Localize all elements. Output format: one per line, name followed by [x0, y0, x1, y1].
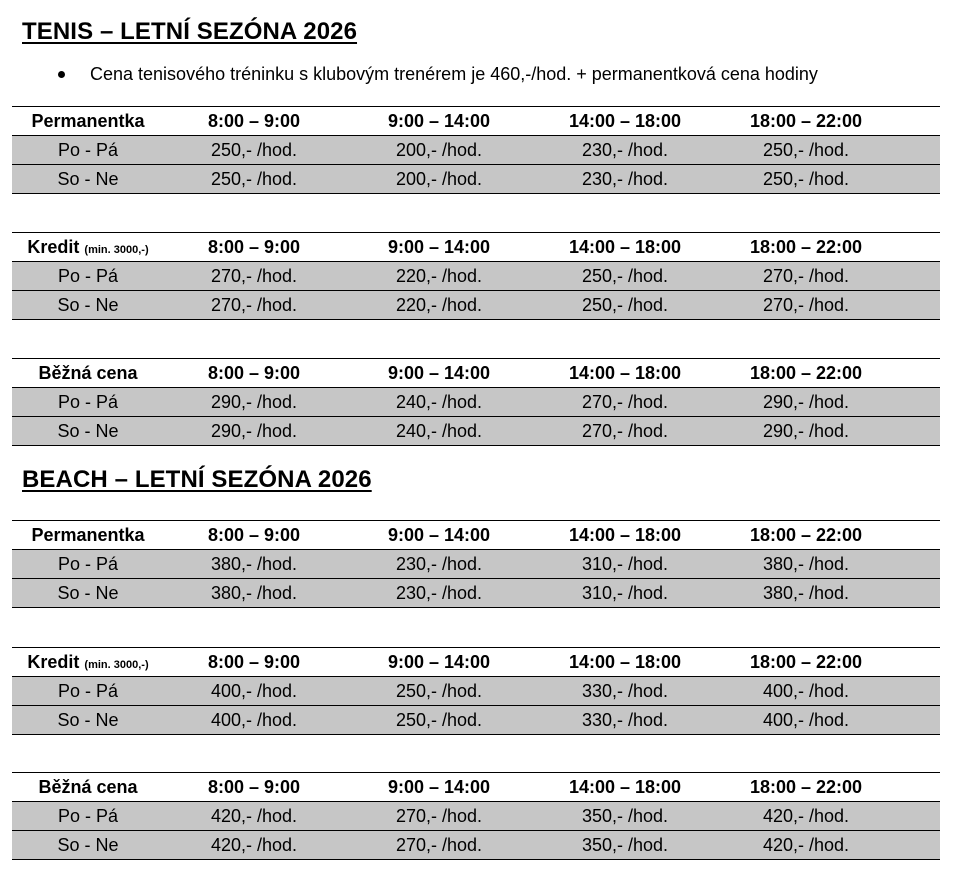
table-label [12, 777, 164, 798]
time-slot-header: 8:00 – 9:00 [207, 651, 301, 672]
price-cell: 250,- /hod. [210, 139, 298, 160]
price-cell: 380,- /hod. [762, 582, 850, 603]
price-cell: 270,- /hod. [762, 265, 850, 286]
time-slot-header: 9:00 – 14:00 [387, 524, 491, 545]
training-note [58, 64, 818, 85]
time-slot-header: 18:00 – 22:00 [749, 236, 863, 257]
table-label-text: Běžná cena [38, 776, 138, 797]
price-cell: 230,- /hod. [581, 139, 669, 160]
price-cell: 420,- /hod. [210, 834, 298, 855]
table-label [12, 111, 164, 132]
time-slot-header: 14:00 – 18:00 [568, 110, 682, 131]
price-cell: 250,- /hod. [762, 139, 850, 160]
table-header-row [12, 233, 940, 262]
table-row [12, 388, 940, 417]
table-row [12, 579, 940, 608]
table-row [12, 802, 940, 831]
price-cell: 380,- /hod. [762, 553, 850, 574]
price-cell: 220,- /hod. [395, 294, 483, 315]
time-slot-header: 18:00 – 22:00 [749, 362, 863, 383]
time-slot-header: 8:00 – 9:00 [207, 524, 301, 545]
day-range: So - Ne [57, 709, 119, 730]
table-label-text: Běžná cena [38, 362, 138, 383]
price-cell: 250,- /hod. [395, 680, 483, 701]
time-slot-header: 18:00 – 22:00 [749, 651, 863, 672]
table-label-text: Kredit [27, 651, 80, 672]
time-slot-header: 18:00 – 22:00 [749, 110, 863, 131]
price-cell: 220,- /hod. [395, 265, 483, 286]
table-header-row [12, 359, 940, 388]
price-cell: 330,- /hod. [581, 709, 669, 730]
price-cell: 250,- /hod. [581, 265, 669, 286]
table-row [12, 677, 940, 706]
price-cell: 270,- /hod. [210, 294, 298, 315]
table-label-note: (min. 3000,-) [84, 243, 149, 256]
table-header-row [12, 107, 940, 136]
price-cell: 400,- /hod. [762, 680, 850, 701]
table-row [12, 136, 940, 165]
price-cell: 400,- /hod. [210, 709, 298, 730]
tenis-heading: TENIS – LETNÍ SEZÓNA 2026 [22, 18, 358, 45]
price-cell: 250,- /hod. [762, 168, 850, 189]
price-cell: 310,- /hod. [581, 553, 669, 574]
time-slot-header: 14:00 – 18:00 [568, 236, 682, 257]
table-row [12, 417, 940, 446]
tenis-price-table [12, 358, 940, 446]
day-range: So - Ne [57, 834, 119, 855]
table-label-text: Kredit [27, 236, 80, 257]
price-cell: 250,- /hod. [395, 709, 483, 730]
time-slot-header: 18:00 – 22:00 [749, 524, 863, 545]
price-cell: 250,- /hod. [210, 168, 298, 189]
beach-heading: BEACH – LETNÍ SEZÓNA 2026 [22, 466, 372, 493]
table-label [12, 237, 164, 258]
time-slot-header: 14:00 – 18:00 [568, 362, 682, 383]
time-slot-header: 18:00 – 22:00 [749, 776, 863, 797]
price-cell: 420,- /hod. [210, 805, 298, 826]
price-cell: 290,- /hod. [762, 420, 850, 441]
table-row [12, 706, 940, 735]
day-range: So - Ne [57, 294, 119, 315]
price-cell: 400,- /hod. [210, 680, 298, 701]
price-cell: 270,- /hod. [395, 805, 483, 826]
time-slot-header: 9:00 – 14:00 [387, 236, 491, 257]
time-slot-header: 14:00 – 18:00 [568, 524, 682, 545]
price-cell: 420,- /hod. [762, 805, 850, 826]
day-range: Po - Pá [57, 391, 119, 412]
price-cell: 240,- /hod. [395, 420, 483, 441]
price-cell: 200,- /hod. [395, 139, 483, 160]
tenis-price-table [12, 106, 940, 194]
price-cell: 270,- /hod. [581, 420, 669, 441]
day-range: So - Ne [57, 582, 119, 603]
price-cell: 330,- /hod. [581, 680, 669, 701]
price-cell: 230,- /hod. [395, 553, 483, 574]
price-cell: 400,- /hod. [762, 709, 850, 730]
price-cell: 270,- /hod. [762, 294, 850, 315]
price-cell: 230,- /hod. [395, 582, 483, 603]
table-row [12, 831, 940, 860]
table-label [12, 525, 164, 546]
training-note-text: Cena tenisového tréninku s klubovým trenérem je 460,-/hod. + permanentková cena hodiny [90, 64, 818, 84]
beach-price-table [12, 520, 940, 608]
day-range: Po - Pá [57, 553, 119, 574]
time-slot-header: 9:00 – 14:00 [387, 110, 491, 131]
beach-price-table [12, 647, 940, 735]
price-cell: 200,- /hod. [395, 168, 483, 189]
price-cell: 230,- /hod. [581, 168, 669, 189]
tenis-price-table [12, 232, 940, 320]
table-header-row [12, 648, 940, 677]
time-slot-header: 9:00 – 14:00 [387, 362, 491, 383]
price-cell: 290,- /hod. [210, 391, 298, 412]
table-row [12, 165, 940, 194]
price-cell: 290,- /hod. [762, 391, 850, 412]
bullet-icon [58, 71, 65, 78]
price-cell: 350,- /hod. [581, 834, 669, 855]
price-cell: 290,- /hod. [210, 420, 298, 441]
price-cell: 270,- /hod. [581, 391, 669, 412]
table-row [12, 262, 940, 291]
price-cell: 240,- /hod. [395, 391, 483, 412]
time-slot-header: 9:00 – 14:00 [387, 776, 491, 797]
day-range: Po - Pá [57, 680, 119, 701]
price-cell: 250,- /hod. [581, 294, 669, 315]
table-row [12, 550, 940, 579]
day-range: Po - Pá [57, 805, 119, 826]
time-slot-header: 8:00 – 9:00 [207, 776, 301, 797]
beach-price-table [12, 772, 940, 860]
price-cell: 270,- /hod. [395, 834, 483, 855]
table-label [12, 363, 164, 384]
price-cell: 380,- /hod. [210, 553, 298, 574]
price-cell: 350,- /hod. [581, 805, 669, 826]
table-row [12, 291, 940, 320]
day-range: So - Ne [57, 168, 119, 189]
time-slot-header: 8:00 – 9:00 [207, 236, 301, 257]
day-range: Po - Pá [57, 139, 119, 160]
price-cell: 270,- /hod. [210, 265, 298, 286]
time-slot-header: 14:00 – 18:00 [568, 651, 682, 672]
price-cell: 420,- /hod. [762, 834, 850, 855]
day-range: So - Ne [57, 420, 119, 441]
table-header-row [12, 773, 940, 802]
table-label-note: (min. 3000,-) [84, 658, 149, 671]
table-label-text: Permanentka [31, 110, 145, 131]
price-cell: 380,- /hod. [210, 582, 298, 603]
time-slot-header: 14:00 – 18:00 [568, 776, 682, 797]
table-label-text: Permanentka [31, 524, 145, 545]
time-slot-header: 9:00 – 14:00 [387, 651, 491, 672]
day-range: Po - Pá [57, 265, 119, 286]
price-cell: 310,- /hod. [581, 582, 669, 603]
table-label [12, 652, 164, 673]
time-slot-header: 8:00 – 9:00 [207, 362, 301, 383]
table-header-row [12, 521, 940, 550]
time-slot-header: 8:00 – 9:00 [207, 110, 301, 131]
